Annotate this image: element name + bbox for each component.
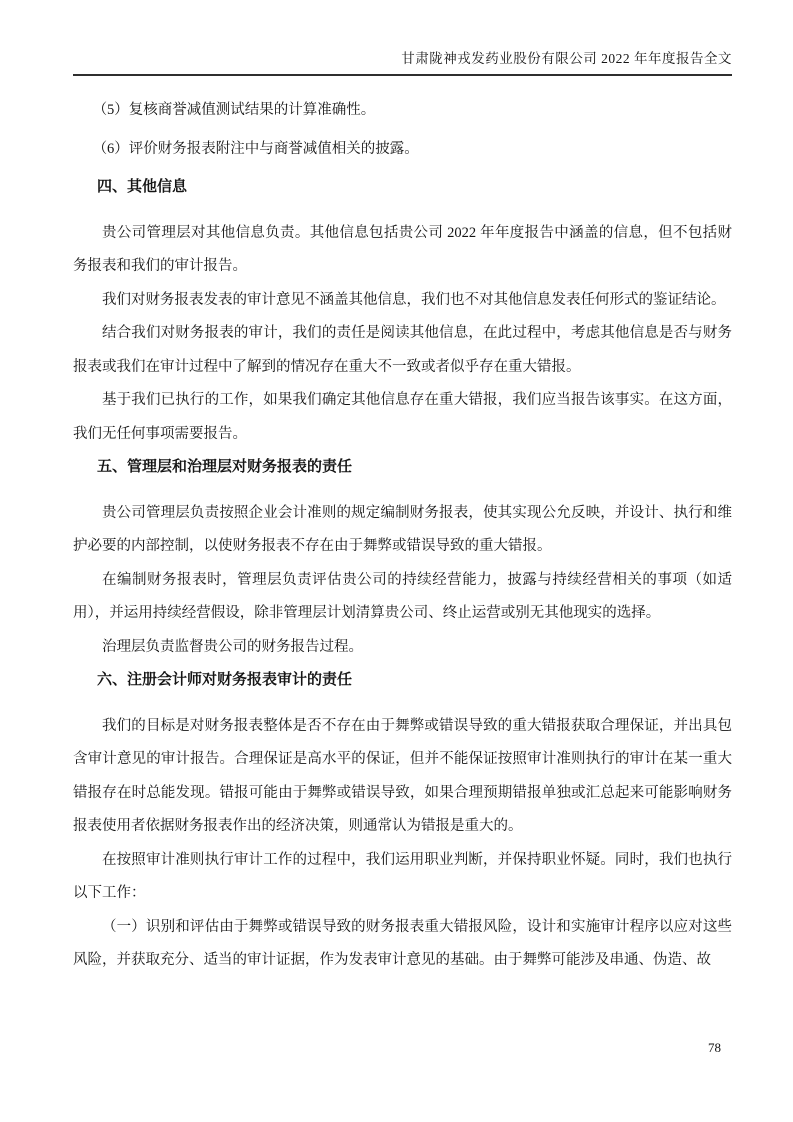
paragraph: 在编制财务报表时，管理层负责评估贵公司的持续经营能力，披露与持续经营相关的事项（如适用），并运用持续经营假设，除非管理层计划清算贵公司、终止运营或别无其他现实的选择。 [73, 571, 732, 621]
document-body [73, 94, 732, 978]
page-header-title: 甘肃陇神戎发药业股份有限公司 2022 年年度报告全文 [401, 51, 732, 66]
list-item: （5）复核商誉减值测试结果的计算准确性。 [92, 102, 376, 118]
section-heading: 四、其他信息 [97, 179, 188, 195]
paragraph: 贵公司管理层对其他信息负责。其他信息包括贵公司 2022 年年度报告中涵盖的信息，但不包括财务报表和我们的审计报告。 [73, 224, 732, 274]
paragraph: 基于我们已执行的工作，如果我们确定其他信息存在重大错报，我们应当报告该事实。在这方面，我们无任何事项需要报告。 [73, 392, 732, 442]
paragraph: 我们的目标是对财务报表整体是否不存在由于舞弊或错误导致的重大错报获取合理保证，并出具包含审计意见的审计报告。合理保证是高水平的保证，但并不能保证按照审计准则执行的审计在某一重大错报存在时总能发现。错报可能由于舞弊或错误导致，如果合理预期错报单独或汇总起来可能影响财务报表使用者依据财务报表作出的经济决策，则通常认为错报是重大的。 [73, 717, 732, 834]
section-heading: 六、注册会计师对财务报表审计的责任 [97, 672, 353, 688]
paragraph: 在按照审计准则执行审计工作的过程中，我们运用职业判断，并保持职业怀疑。同时，我们也执行以下工作： [73, 851, 732, 901]
page-number: 78 [708, 1040, 721, 1055]
paragraph: 贵公司管理层负责按照企业会计准则的规定编制财务报表，使其实现公允反映，并设计、执行和维护必要的内部控制，以使财务报表不存在由于舞弊或错误导致的重大错报。 [73, 504, 732, 554]
paragraph: 结合我们对财务报表的审计，我们的责任是阅读其他信息，在此过程中，考虑其他信息是否与财务报表或我们在审计过程中了解到的情况存在重大不一致或者似乎存在重大错报。 [73, 325, 732, 375]
page-header [73, 50, 732, 76]
paragraph: 我们对财务报表发表的审计意见不涵盖其他信息，我们也不对其他信息发表任何形式的鉴证结论。 [102, 291, 726, 308]
paragraph: （一）识别和评估由于舞弊或错误导致的财务报表重大错报风险，设计和实施审计程序以应对这些风险，并获取充分、适当的审计证据，作为发表审计意见的基础。由于舞弊可能涉及串通、伪造、故 [73, 918, 732, 968]
section-heading: 五、管理层和治理层对财务报表的责任 [97, 459, 353, 475]
paragraph: 治理层负责监督贵公司的财务报告过程。 [102, 638, 363, 655]
list-item: （6）评价财务报表附注中与商誉减值相关的披露。 [92, 140, 419, 157]
